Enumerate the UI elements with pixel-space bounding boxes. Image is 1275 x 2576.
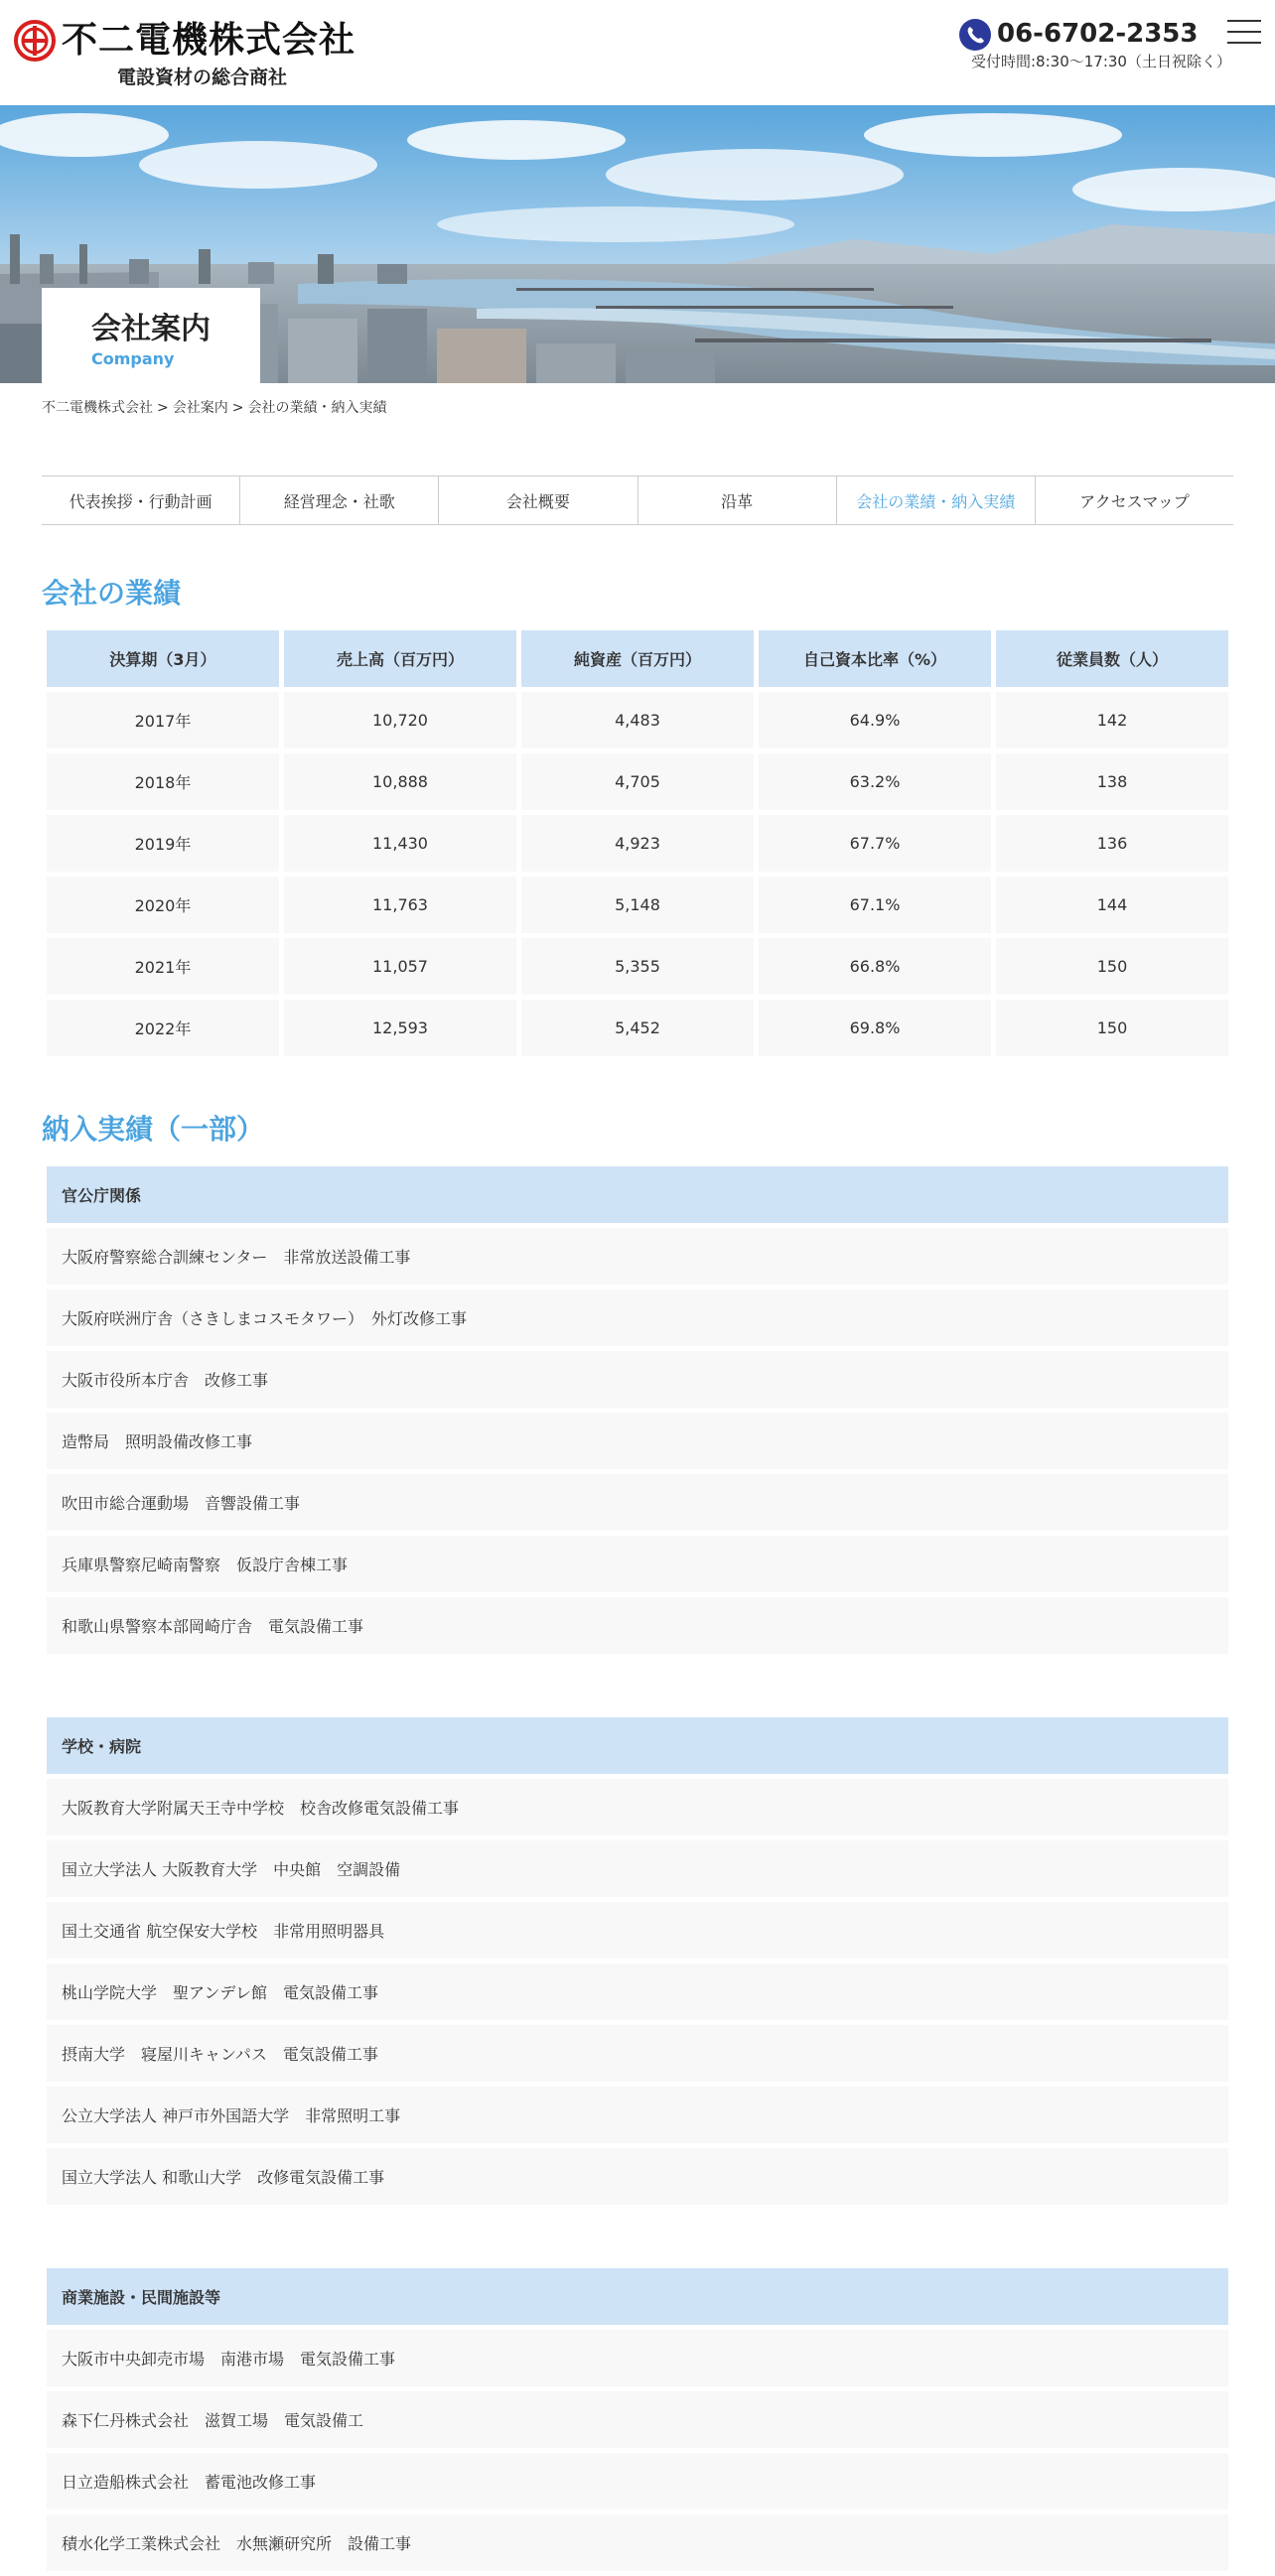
table-cell: 63.2% [759,753,991,810]
table-cell: 11,763 [284,877,516,933]
column-header: 売上高（百万円） [284,630,516,687]
list-item: 大阪府警察総合訓練センター 非常放送設備工事 [47,1228,1228,1285]
table-cell: 69.8% [759,1000,991,1056]
table-cell: 150 [996,938,1228,995]
list-item: 桃山学院大学 聖アンデレ館 電気設備工事 [47,1964,1228,2020]
table-cell: 136 [996,815,1228,872]
commercial-table [42,2263,1233,2576]
table-cell: 5,452 [521,1000,754,1056]
table-cell: 4,923 [521,815,754,872]
company-tagline: 電設資材の総合商社 [117,67,288,88]
list-item: 造幣局 照明設備改修工事 [47,1413,1228,1469]
list-item: 日立造船株式会社 蓄電池改修工事 [47,2453,1228,2509]
list-item: 摂南大学 寝屋川キャンパス 電気設備工事 [47,2025,1228,2082]
column-header: 自己資本比率（%） [759,630,991,687]
contact-info [959,16,1231,75]
logo-mark-icon [14,20,56,62]
table-cell: 11,430 [284,815,516,872]
column-header: 決算期（3月） [47,630,279,687]
table-cell: 2022年 [47,1000,279,1056]
section-tabs [42,475,1233,525]
list-item: 積水化学工業株式会社 水無瀬研究所 設備工事 [47,2514,1228,2571]
phone-number[interactable]: 06-6702-2353 [997,19,1199,49]
government-header: 官公庁関係 [47,1166,1228,1223]
commercial-header: 商業施設・民間施設等 [47,2268,1228,2325]
table-header-row [47,630,1228,687]
performance-table [42,625,1233,1061]
table-cell: 10,888 [284,753,516,810]
list-item: 吹田市総合運動場 音響設備工事 [47,1474,1228,1531]
hamburger-menu-icon[interactable] [1227,18,1261,46]
breadcrumb-separator: > [231,400,244,416]
table-row [47,877,1228,933]
phone-icon [959,19,991,51]
table-cell: 12,593 [284,1000,516,1056]
list-item: 森下仁丹株式会社 滋賀工場 電気設備工 [47,2391,1228,2448]
list-item: 大阪府咲洲庁舎（さきしまコスモタワー） 外灯改修工事 [47,1289,1228,1346]
table-cell: 142 [996,692,1228,748]
table-cell: 2019年 [47,815,279,872]
tab-philosophy[interactable]: 経営理念・社歌 [239,476,438,524]
table-row [47,938,1228,995]
table-cell: 138 [996,753,1228,810]
company-logo[interactable] [14,18,451,93]
hero-banner [0,105,1275,383]
business-hours: 受付時間:8:30〜17:30（土日祝除く） [971,53,1231,70]
table-cell: 67.1% [759,877,991,933]
table-cell: 2018年 [47,753,279,810]
list-item: 公立大学法人 神戸市外国語大学 非常照明工事 [47,2087,1228,2143]
breadcrumb-company[interactable]: 会社案内 [172,400,228,416]
list-item: 兵庫県警察尼崎南警察 仮設庁舎棟工事 [47,1536,1228,1592]
table-cell: 144 [996,877,1228,933]
tab-access-map[interactable]: アクセスマップ [1035,476,1233,524]
tab-history[interactable]: 沿革 [638,476,836,524]
table-cell: 66.8% [759,938,991,995]
list-item: 和歌山県警察本部岡崎庁舎 電気設備工事 [47,1597,1228,1654]
table-cell: 2021年 [47,938,279,995]
table-cell: 4,483 [521,692,754,748]
government-table [42,1161,1233,1659]
tab-performance[interactable]: 会社の業績・納入実績 [836,476,1035,524]
table-cell: 11,057 [284,938,516,995]
breadcrumb-home[interactable]: 不二電機株式会社 [42,400,153,416]
site-header [0,0,1275,105]
table-cell: 5,148 [521,877,754,933]
table-cell: 64.9% [759,692,991,748]
table-cell: 67.7% [759,815,991,872]
company-name: 不二電機株式会社 [62,20,356,61]
hero-title-box [42,288,260,383]
breadcrumb [42,397,386,419]
tab-greeting[interactable]: 代表挨拶・行動計画 [69,491,212,511]
table-row [47,1000,1228,1056]
hero-subtitle: Company [91,349,175,368]
tab-overview[interactable]: 会社概要 [438,476,637,524]
table-cell: 10,720 [284,692,516,748]
table-row [47,692,1228,748]
list-item: 大阪市中央卸売市場 南港市場 電気設備工事 [47,2330,1228,2386]
hero-title: 会社案内 [91,312,211,346]
breadcrumb-current: 会社の業績・納入実績 [247,400,387,416]
table-row [47,753,1228,810]
table-row [47,815,1228,872]
list-item: 大阪教育大学附属天王寺中学校 校舎改修電気設備工事 [47,1779,1228,1835]
schools-table [42,1712,1233,2210]
performance-heading: 会社の業績 [42,577,182,610]
table-cell: 150 [996,1000,1228,1056]
breadcrumb-separator: > [157,400,169,416]
table-cell: 5,355 [521,938,754,995]
list-item: 国立大学法人 大阪教育大学 中央館 空調設備 [47,1840,1228,1897]
column-header: 純資産（百万円） [521,630,754,687]
column-header: 従業員数（人） [996,630,1228,687]
table-cell: 4,705 [521,753,754,810]
table-cell: 2017年 [47,692,279,748]
table-cell: 2020年 [47,877,279,933]
list-item: 国土交通省 航空保安大学校 非常用照明器具 [47,1902,1228,1959]
schools-header: 学校・病院 [47,1717,1228,1774]
list-item: 大阪市役所本庁舎 改修工事 [47,1351,1228,1408]
deliveries-heading: 納入実績（一部） [42,1113,265,1146]
list-item: 国立大学法人 和歌山大学 改修電気設備工事 [47,2148,1228,2205]
